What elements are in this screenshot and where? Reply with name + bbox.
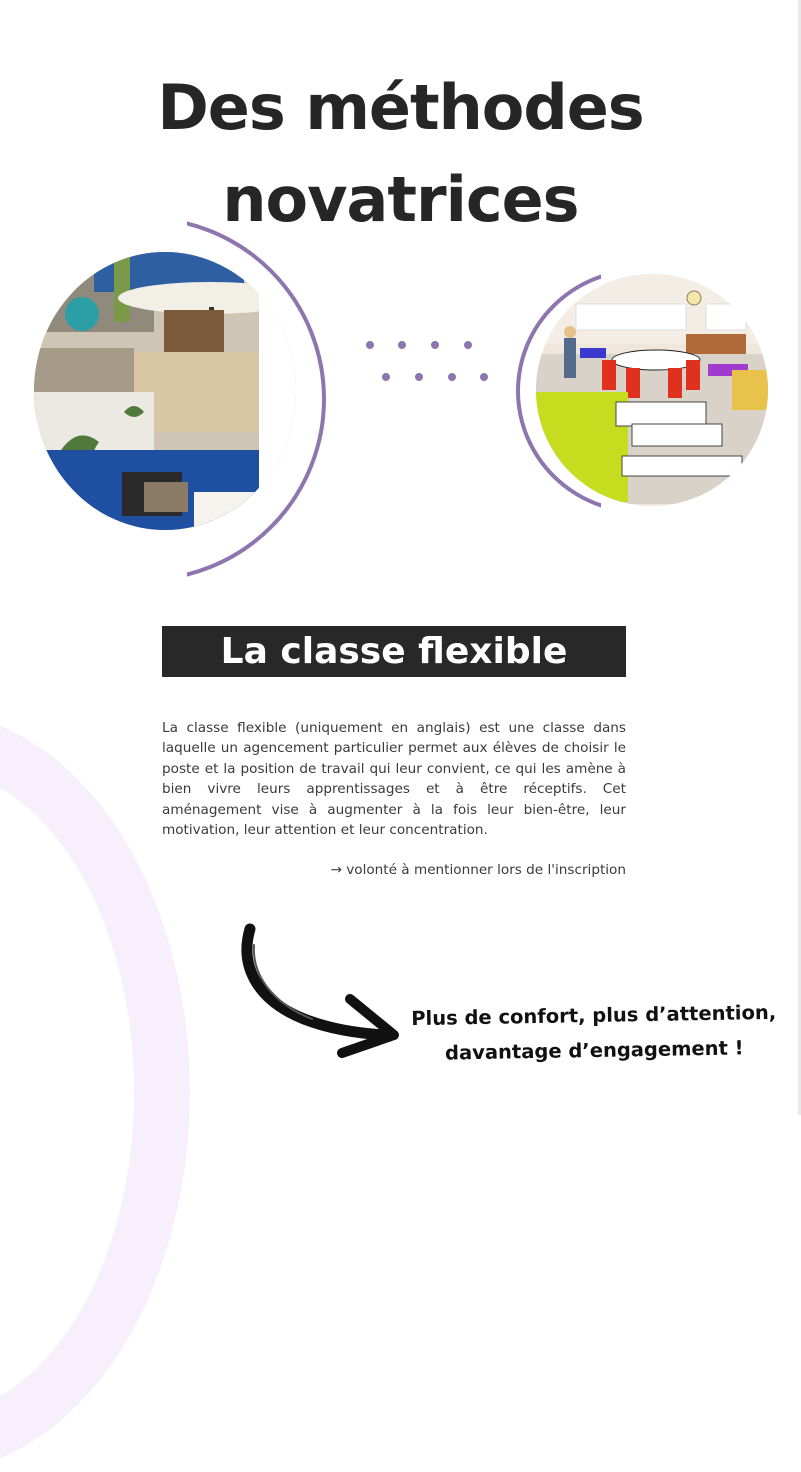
decorative-dot (398, 341, 406, 349)
section-heading-bar (162, 626, 626, 677)
description-paragraph: La classe flexible (uniquement en anglais) est une classe dans laquelle un agencement particulier permet aux élèves de choisir le poste et la position de travail qui leur convient, ce qui les amène à bien vivre leurs apprentissages et à être réceptifs. Cet aménagement vise à augmenter à la fois leur bien-être, leur motivation, leur attention et leur concentration. (162, 720, 626, 839)
callout-text (401, 995, 786, 1072)
decorative-dot (448, 373, 456, 381)
page-title (0, 62, 801, 246)
flexible-classroom-corner-photo (34, 252, 296, 530)
decorative-dot (431, 341, 439, 349)
callout-line-1: Plus de confort, plus d’attention, (411, 1000, 777, 1031)
callout-line-2: davantage d’engagement ! (444, 1036, 744, 1065)
flexible-classroom-render-photo (536, 274, 768, 506)
decorative-dot (382, 373, 390, 381)
page-title-line-2: novatrices (222, 163, 579, 236)
decorative-dot (480, 373, 488, 381)
registration-note: → volonté à mentionner lors de l'inscription (330, 862, 626, 878)
decorative-dot (366, 341, 374, 349)
brush-arrow-icon (232, 915, 412, 1060)
page-title-line-1: Des méthodes (157, 71, 644, 144)
decorative-dot (464, 341, 472, 349)
section-heading: La classe flexible (220, 631, 568, 672)
decorative-dot (415, 373, 423, 381)
